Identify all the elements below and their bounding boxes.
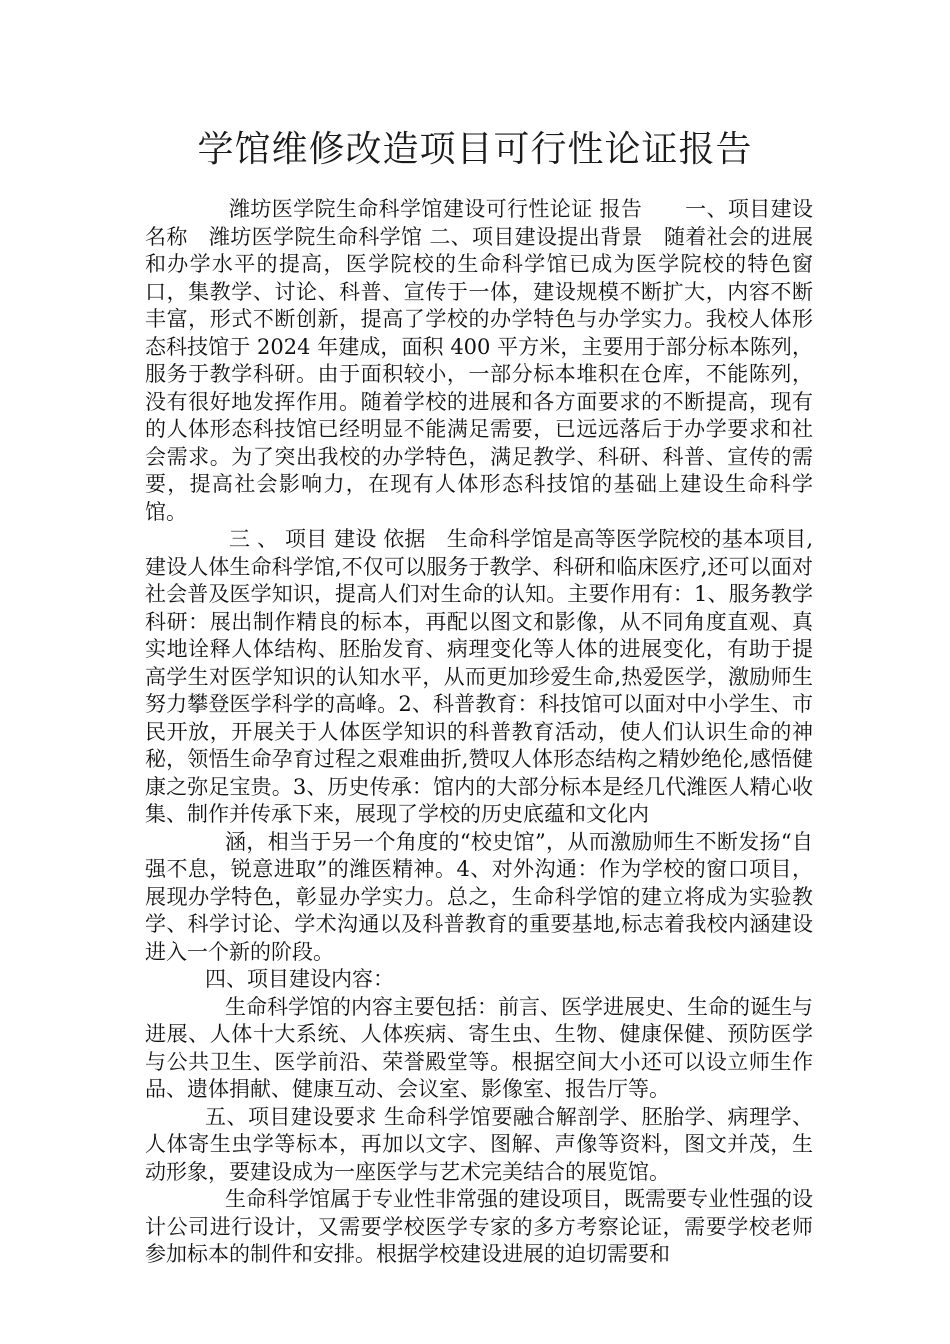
paragraph-design: 生命科学馆属于专业性非常强的建设项目，既需要专业性强的设计公司进行设计，又需要学校医学专家的多方考察论证，需要学校老师参加标本的制件和安排。根据学校建设进展的迫切需要和 bbox=[145, 1187, 813, 1266]
paragraph-requirements: 五、项目建设要求 生命科学馆要融合解剖学、胚胎学、病理学、人体寄生虫学等标本，再加以文字、图解、声像等资料，图文并茂，生动形象，要建设成为一座医学与艺术完美结合的展览馆。 bbox=[145, 1104, 813, 1184]
document-body bbox=[145, 196, 820, 1269]
paragraph-basis-continued: 涵，相当于另一个角度的“校史馆”，从而激励师生不断发扬“自强不息，锐意进取”的潍医精神。4、对外沟通：作为学校的窗口项目，展现办学特色，彰显办学实力。总之，生命科学馆的建立将成为实验教学、科学讨论、学术沟通以及科普教育的重要基地,标志着我校内涵建设进入一个新的阶段。 bbox=[145, 829, 813, 964]
document-title: 学馆维修改造项目可行性论证报告 bbox=[197, 129, 753, 170]
section-heading-content: 四、项目建设内容： bbox=[205, 967, 394, 991]
paragraph-content: 生命科学馆的内容主要包括：前言、医学进展史、生命的诞生与进展、人体十大系统、人体疾病、寄生虫、生物、健康保健、预防医学与公共卫生、医学前沿、荣誉殿堂等。根据空间大小还可以设立师生作品、遗体捐献、健康互动、会议室、影像室、报告厅等。 bbox=[145, 994, 813, 1101]
paragraph-background: 潍坊医学院生命科学馆建设可行性论证 报告 一、项目建设 名称 潍坊医学院生命科学馆 二、项目建设提出背景 随着社会的进展和办学水平的提高，医学院校的生命科学馆已成为医学院校的特色窗口，集教学、讨论、科普、宣传于一体，建设规模不断扩大，内容不断丰富，形式不断创新，提高了学校的办学特色与办学实力。我校人体形态科技馆于 2024 年建成，面积 400 平方米，主要用于部分标本陈列，服务于教学科研。由于面积较小，一部分标本堆积在仓库，不能陈列，没有很好地发挥作用。随着学校的进展和各方面要求的不断提高，现有的人体形态科技馆已经明显不能满足需要，已远远落后于办学要求和社会需求。为了突出我校的办学特色，满足教学、科研、科普、宣传的需要，提高社会影响力，在现有人体形态科技馆的基础上建设生命科学馆。 bbox=[145, 197, 820, 524]
paragraph-basis: 三 、 项目 建设 依据 生命科学馆是高等医学院校的基本项目,建设人体生命科学馆,不仅可以服务于教学、科研和临床医疗,还可以面对社会普及医学知识，提高人们对生命的认知。主要作用有：1、服务教学科研：展出制作精良的标本，再配以图文和影像，从不同角度直观、真实地诠释人体结构、胚胎发育、病理变化等人体的进展变化，有助于提高学生对医学知识的认知水平，从而更加珍爱生命,热爱医学，激励师生努力攀登医学科学的高峰。2、科普教育：科技馆可以面对中小学生、市民开放，开展关于人体医学知识的科普教育活动，使人们认识生命的神秘，领悟生命孕育过程之艰难曲折,赞叹人体形态结构之精妙绝伦,感悟健康之弥足宝贵。3、历史传承：馆内的大部分标本是经几代潍医人精心收集、制作并传承下来，展现了学校的历史底蕴和文化内 bbox=[145, 527, 813, 826]
